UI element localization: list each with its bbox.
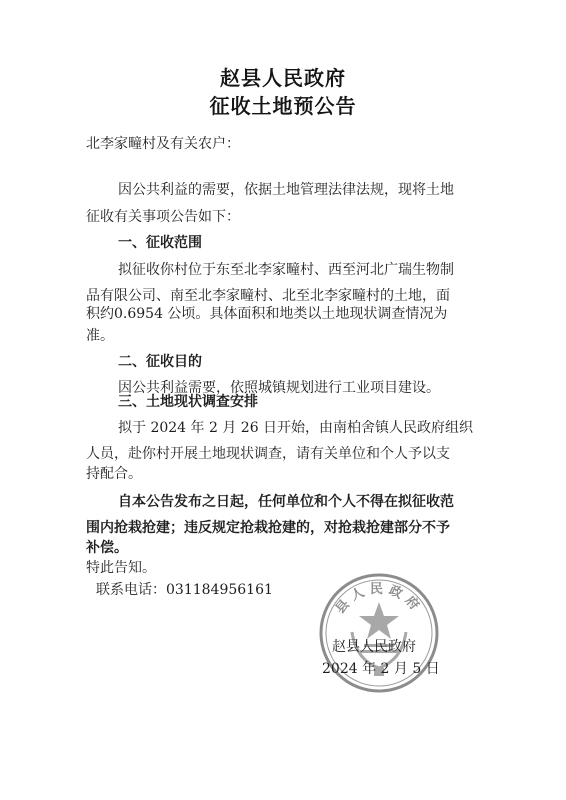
notice-title-line2: 征收土地预公告 bbox=[209, 94, 357, 118]
seal-text: 县人民政府 bbox=[332, 581, 426, 617]
section3-line-1: 拟于 2024 年 2 月 26 日开始，由南柏舍镇人民政府组织 bbox=[118, 420, 474, 436]
closing-text: 特此告知。 bbox=[86, 560, 156, 576]
section3-line-2: 人员，赴你村开展土地现状调查，请有关单位和个人予以支 bbox=[86, 446, 450, 462]
section2-heading: 二、征收目的 bbox=[118, 354, 202, 370]
section3-heading: 三、土地现状调查安排 bbox=[118, 394, 258, 410]
section3-line-3: 持配合。 bbox=[86, 466, 142, 482]
contact-phone: 联系电话：031184956161 bbox=[96, 582, 273, 598]
section1-line-4: 准。 bbox=[86, 328, 114, 344]
section1-heading: 一、征收范围 bbox=[118, 235, 202, 251]
addressee: 北李家疃村及有关农户： bbox=[86, 136, 240, 152]
intro-line-2: 征收有关事项公告如下： bbox=[86, 209, 240, 225]
section2-line-1: 因公共利益需要，依照城镇规划进行工业项目建设。 bbox=[118, 380, 440, 396]
warning-line-1: 自本公告发布之日起，任何单位和个人不得在拟征收范 bbox=[118, 494, 454, 510]
issuer-name: 赵县人民政府 bbox=[332, 639, 416, 655]
warning-line-3: 补偿。 bbox=[86, 540, 128, 556]
warning-line-2: 围内抢栽抢建；违反规定抢栽抢建的，对抢栽抢建部分不予 bbox=[86, 520, 450, 536]
issue-date: 2024 年 2 月 5 日 bbox=[322, 661, 440, 677]
section1-line-1: 拟征收你村位于东至北李家疃村、西至河北广瑞生物制 bbox=[118, 262, 454, 278]
section1-line-2: 品有限公司、南至北李家疃村、北至北李家疃村的土地，面 bbox=[86, 288, 450, 304]
section1-line-3: 积约0.6954 公顷。具体面积和地类以土地现状调查情况为 bbox=[86, 306, 448, 322]
notice-title-line1: 赵县人民政府 bbox=[220, 66, 346, 90]
intro-line-1: 因公共利益的需要，依据土地管理法律法规，现将土地 bbox=[118, 182, 454, 198]
